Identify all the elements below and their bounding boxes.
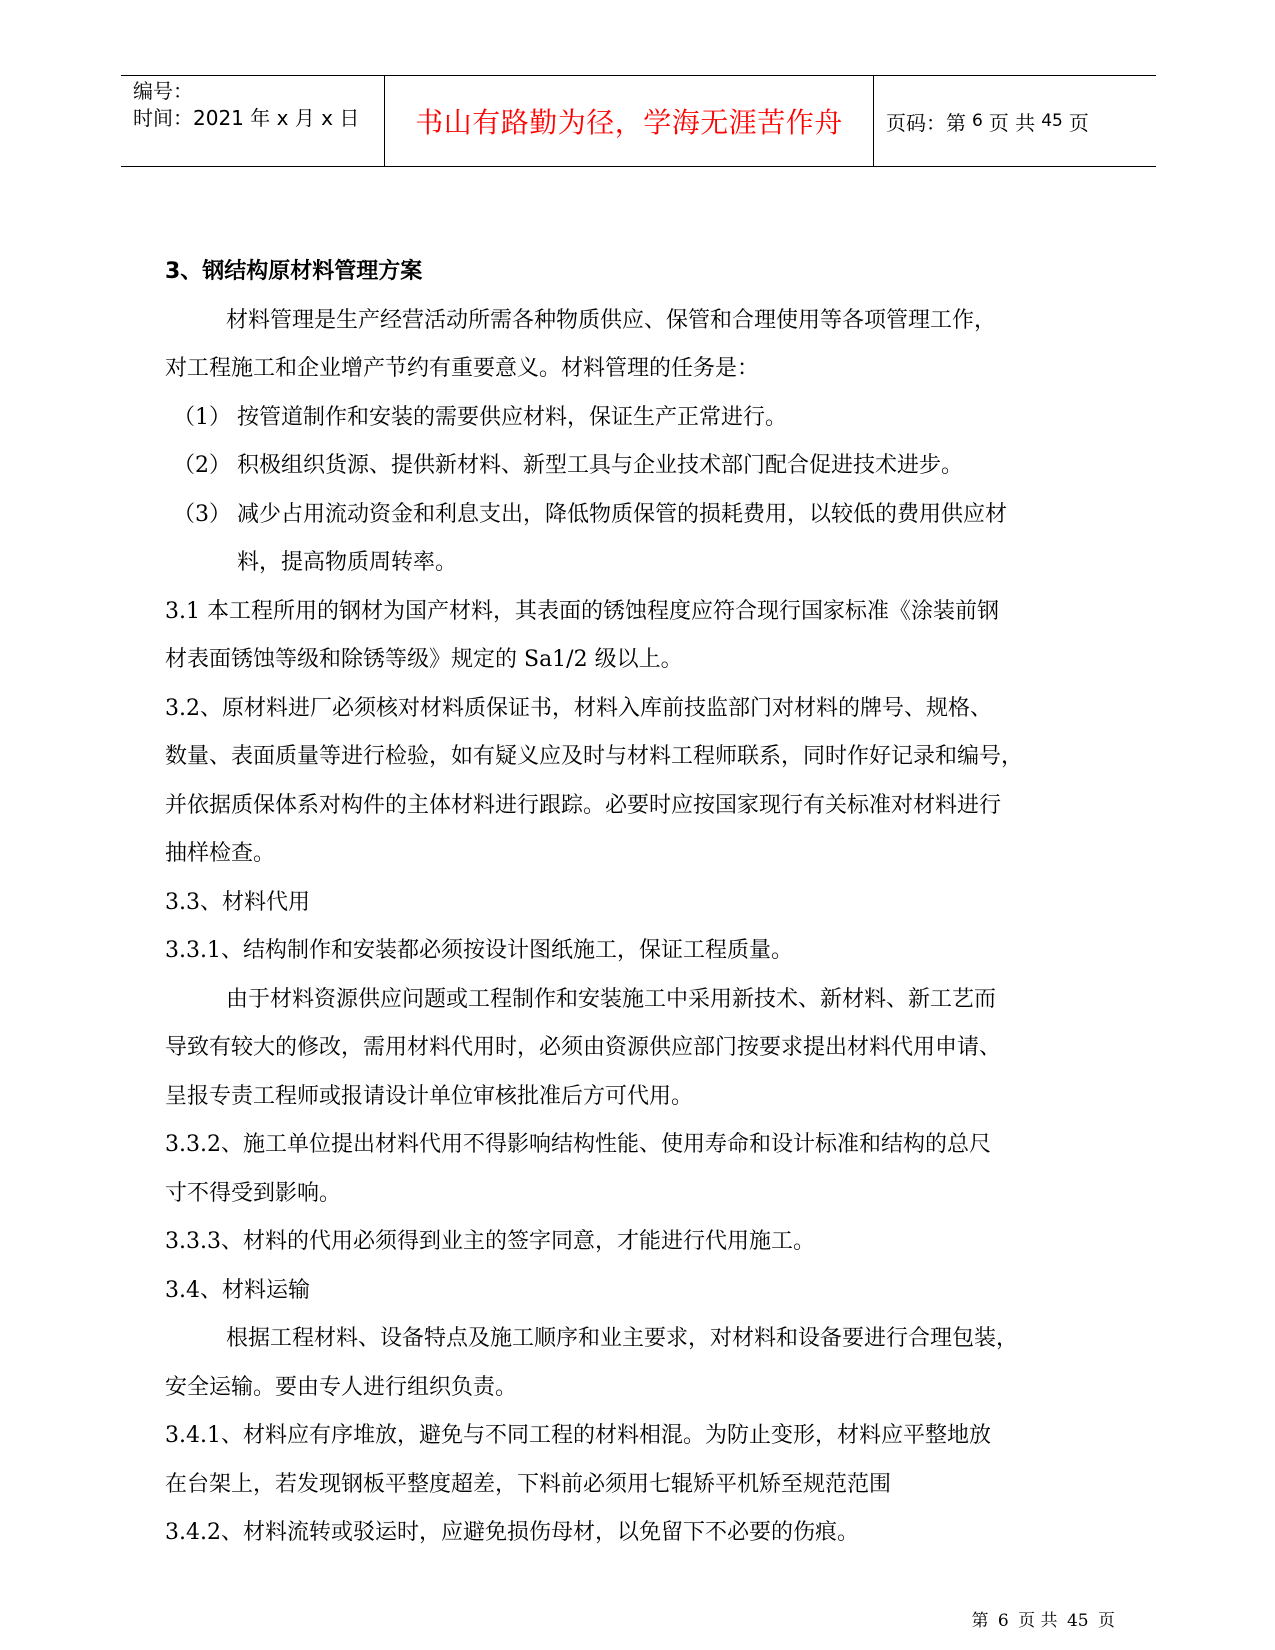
header-page-suffix: 页 bbox=[1068, 110, 1089, 135]
clause-3-3-title: 3.3、材料代用 bbox=[165, 889, 310, 915]
clause-3-3-3: 3.3.3、材料的代用必须得到业主的签字同意，才能进行代用施工。 bbox=[165, 1229, 815, 1254]
header-page-info bbox=[874, 76, 1156, 166]
document-time-label: 时间：2021 年 x 月 x 日 bbox=[133, 106, 360, 130]
footer-prefix: 第 bbox=[971, 1611, 989, 1631]
header-meta-cell bbox=[121, 76, 385, 166]
section-heading: 3、钢结构原材料管理方案 bbox=[165, 259, 423, 284]
list-item-continuation: 料，提高物质周转率。 bbox=[237, 550, 458, 575]
clause-3-3-paragraph-line: 呈报专责工程师或报请设计单位审核批准后方可代用。 bbox=[165, 1083, 694, 1109]
clause-3-4-1-line: 3.4.1、材料应有序堆放，避免与不同工程的材料相混。为防止变形，材料应平整地放 bbox=[165, 1423, 991, 1448]
clause-3-1-line: 材表面锈蚀等级和除锈等级》规定的 Sa1/2 级以上。 bbox=[165, 647, 683, 672]
intro-paragraph-line: 对工程施工和企业增产节约有重要意义。材料管理的任务是： bbox=[165, 356, 760, 381]
clause-3-3-1: 3.3.1、结构制作和安装都必须按设计图纸施工，保证工程质量。 bbox=[165, 938, 793, 963]
list-item-text: 减少占用流动资金和利息支出，降低物质保管的损耗费用，以较低的费用供应材 bbox=[237, 501, 1008, 527]
intro-paragraph-line: 材料管理是生产经营活动所需各种物质供应、保管和合理使用等各项管理工作， bbox=[226, 307, 997, 333]
list-item-marker: （1） bbox=[173, 404, 231, 430]
clause-3-3-2-line: 寸不得受到影响。 bbox=[165, 1180, 342, 1206]
list-item-text: 按管道制作和安装的需要供应材料，保证生产正常进行。 bbox=[237, 404, 788, 430]
header-page-current: 6 bbox=[972, 111, 983, 131]
clause-3-2-line: 抽样检查。 bbox=[165, 841, 276, 866]
clause-3-4-title: 3.4、材料运输 bbox=[165, 1277, 310, 1303]
list-item-marker: （3） bbox=[173, 501, 231, 527]
header-page-prefix: 页码：第 bbox=[886, 110, 966, 135]
clause-3-2-line: 并依据质保体系对构件的主体材料进行跟踪。必要时应按国家现行有关标准对材料进行 bbox=[165, 792, 1002, 818]
header-motto: 书山有路勤为径，学海无涯苦作舟 bbox=[385, 76, 874, 166]
document-body bbox=[165, 248, 1125, 1558]
clause-3-4-1-line: 在台架上，若发现钢板平整度超差，下料前必须用七辊矫平机矫至规范范围 bbox=[165, 1471, 892, 1497]
list-item bbox=[165, 491, 1125, 540]
list-item bbox=[165, 442, 1125, 491]
footer-total-pages: 45 bbox=[1066, 1611, 1089, 1631]
clause-3-3-paragraph-line: 由于材料资源供应问题或工程制作和安装施工中采用新技术、新材料、新工艺而 bbox=[226, 986, 997, 1012]
list-item-text: 积极组织货源、提供新材料、新型工具与企业技术部门配合促进技术进步。 bbox=[237, 453, 964, 478]
header-page-total: 45 bbox=[1041, 111, 1063, 131]
clause-3-4-2: 3.4.2、材料流转或驳运时，应避免损伤母材，以免留下不必要的伤痕。 bbox=[165, 1520, 859, 1545]
document-header bbox=[121, 75, 1156, 167]
header-page-mid: 页 共 bbox=[988, 110, 1036, 135]
list-item bbox=[165, 394, 1125, 443]
clause-3-2-line: 数量、表面质量等进行检验，如有疑义应及时与材料工程师联系，同时作好记录和编号， bbox=[165, 744, 1024, 769]
footer-mid: 页 共 bbox=[1018, 1611, 1058, 1631]
page-footer bbox=[968, 1606, 1116, 1631]
list-item-marker: （2） bbox=[173, 453, 231, 478]
document-number-label: 编号： bbox=[133, 79, 193, 103]
clause-3-2-line: 3.2、原材料进厂必须核对材料质保证书，材料入库前技监部门对材料的牌号、规格、 bbox=[165, 695, 992, 721]
footer-current-page: 6 bbox=[997, 1611, 1009, 1631]
clause-3-3-2-line: 3.3.2、施工单位提出材料代用不得影响结构性能、使用寿命和设计标准和结构的总尺 bbox=[165, 1132, 991, 1157]
clause-3-3-paragraph-line: 导致有较大的修改，需用材料代用时，必须由资源供应部门按要求提出材料代用申请、 bbox=[165, 1035, 1002, 1060]
clause-3-4-paragraph-line: 安全运输。要由专人进行组织负责。 bbox=[165, 1374, 518, 1400]
clause-3-1-line: 3.1 本工程所用的钢材为国产材料，其表面的锈蚀程度应符合现行国家标准《涂装前钢 bbox=[165, 598, 999, 624]
clause-3-4-paragraph-line: 根据工程材料、设备特点及施工顺序和业主要求，对材料和设备要进行合理包装， bbox=[226, 1326, 1019, 1351]
footer-suffix: 页 bbox=[1098, 1611, 1115, 1631]
